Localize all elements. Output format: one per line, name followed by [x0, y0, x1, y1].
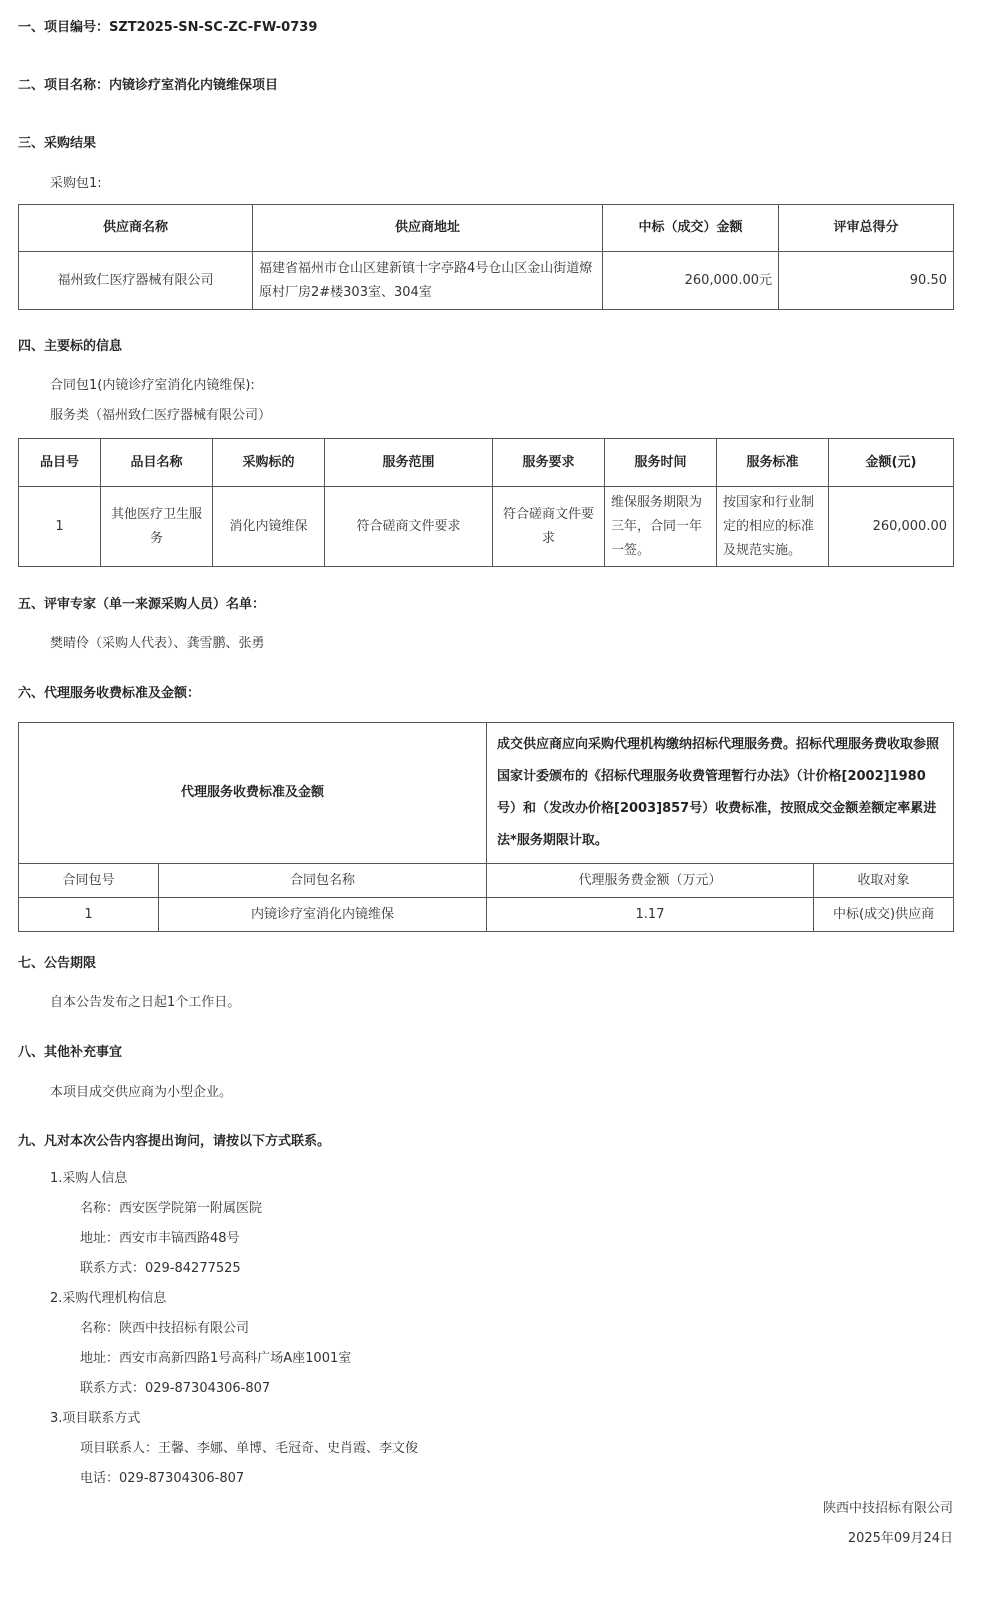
procurement-package-label: 采购包1:	[50, 176, 102, 191]
project-number-label: 一、项目编号：	[18, 20, 110, 35]
column-header: 合同包号	[19, 864, 159, 898]
table-row	[19, 898, 954, 932]
fee-description-row	[19, 723, 954, 864]
column-header: 采购标的	[213, 439, 325, 487]
project-contact-phone: 电话：029-87304306-807	[80, 1471, 245, 1486]
table-row	[19, 252, 954, 310]
contract-package-number: 1	[19, 898, 159, 932]
section-procurement-result-title: 三、采购结果	[18, 136, 97, 151]
column-header: 服务要求	[493, 439, 605, 487]
supplier-name: 福州致仁医疗器械有限公司	[19, 252, 253, 310]
contract-package-name: 内镜诊疗室消化内镜维保	[159, 898, 487, 932]
purchaser-name: 名称：西安医学院第一附属医院	[80, 1201, 263, 1216]
main-subject-table	[18, 438, 954, 567]
section-main-subject-title: 四、主要标的信息	[18, 339, 123, 354]
project-contact-heading: 3.项目联系方式	[50, 1411, 141, 1426]
agency-name: 名称：陕西中技招标有限公司	[80, 1321, 250, 1336]
service-standard: 按国家和行业制定的相应的标准及规范实施。	[717, 487, 829, 567]
column-header: 供应商名称	[19, 205, 253, 252]
project-name	[18, 74, 278, 93]
column-header: 中标（成交）金额	[603, 205, 779, 252]
column-header: 服务时间	[605, 439, 717, 487]
column-header: 评审总得分	[779, 205, 954, 252]
section-experts-title: 五、评审专家（单一来源采购人员）名单：	[18, 597, 266, 612]
column-header: 服务标准	[717, 439, 829, 487]
review-score: 90.50	[779, 252, 954, 310]
column-header: 品目名称	[101, 439, 213, 487]
supplier-address: 福建省福州市仓山区建新镇十字亭路4号仓山区金山街道燎原村厂房2#楼303室、304室	[253, 252, 603, 310]
column-header: 收取对象	[814, 864, 954, 898]
project-number	[18, 16, 317, 35]
agency-address: 地址：西安市高新四路1号高科广场A座1001室	[80, 1351, 352, 1366]
section-notice-period-title: 七、公告期限	[18, 956, 97, 971]
fee-payer: 中标(成交)供应商	[814, 898, 954, 932]
item-number: 1	[19, 487, 101, 567]
table-row	[19, 487, 954, 567]
project-name-value: 内镜诊疗室消化内镜维保项目	[109, 78, 279, 93]
column-header: 合同包名称	[159, 864, 487, 898]
column-header: 服务范围	[325, 439, 493, 487]
agency-fee-table	[18, 722, 954, 932]
table-header-row	[19, 205, 954, 252]
project-number-value: SZT2025-SN-SC-ZC-FW-0739	[109, 20, 318, 35]
service-time: 维保服务期限为三年，合同一年一签。	[605, 487, 717, 567]
table-header-row	[19, 864, 954, 898]
purchaser-info-heading: 1.采购人信息	[50, 1171, 128, 1186]
fee-standard-description: 成交供应商应向采购代理机构缴纳招标代理服务费。招标代理服务费收取参照国家计委颁布的《招标代理服务收费管理暂行办法》（计价格[2002]1980号）和（发改办价格[2003]857号）收费标准，按照成交金额差额定率累进法*服务期限计取。	[487, 723, 954, 864]
agency-fee-amount: 1.17	[487, 898, 814, 932]
other-matters-text: 本项目成交供应商为小型企业。	[50, 1085, 233, 1100]
service-scope: 符合磋商文件要求	[325, 487, 493, 567]
contract-package-label: 合同包1(内镜诊疗室消化内镜维保):	[50, 378, 255, 393]
column-header: 金额(元)	[829, 439, 954, 487]
service-requirement: 符合磋商文件要求	[493, 487, 605, 567]
item-name: 其他医疗卫生服务	[101, 487, 213, 567]
column-header: 供应商地址	[253, 205, 603, 252]
project-contact-people: 项目联系人：王馨、李娜、单博、毛冠奇、史肖霞、李文俊	[80, 1441, 419, 1456]
column-header: 品目号	[19, 439, 101, 487]
section-contact-title: 九、凡对本次公告内容提出询问，请按以下方式联系。	[18, 1134, 331, 1149]
footer-date: 2025年09月24日	[847, 1531, 953, 1546]
purchaser-address: 地址：西安市丰镐西路48号	[80, 1231, 240, 1246]
procurement-target: 消化内镜维保	[213, 487, 325, 567]
table-header-row	[19, 439, 954, 487]
notice-period-text: 自本公告发布之日起1个工作日。	[50, 995, 241, 1010]
award-amount: 260,000.00元	[603, 252, 779, 310]
project-name-label: 二、项目名称：	[18, 78, 110, 93]
section-agency-fee-title: 六、代理服务收费标准及金额：	[18, 686, 201, 701]
agency-info-heading: 2.采购代理机构信息	[50, 1291, 167, 1306]
service-category-label: 服务类（福州致仁医疗器械有限公司）	[50, 408, 272, 423]
expert-names: 樊晴伶（采购人代表）、龚雪鹏、张勇	[50, 636, 265, 651]
procurement-result-table	[18, 204, 954, 310]
purchaser-contact: 联系方式：029-84277525	[80, 1261, 241, 1276]
item-amount: 260,000.00	[829, 487, 954, 567]
section-other-matters-title: 八、其他补充事宜	[18, 1045, 123, 1060]
agency-contact: 联系方式：029-87304306-807	[80, 1381, 271, 1396]
footer-organization: 陕西中技招标有限公司	[822, 1501, 953, 1516]
fee-standard-label: 代理服务收费标准及金额	[19, 723, 487, 864]
column-header: 代理服务费金额（万元）	[487, 864, 814, 898]
